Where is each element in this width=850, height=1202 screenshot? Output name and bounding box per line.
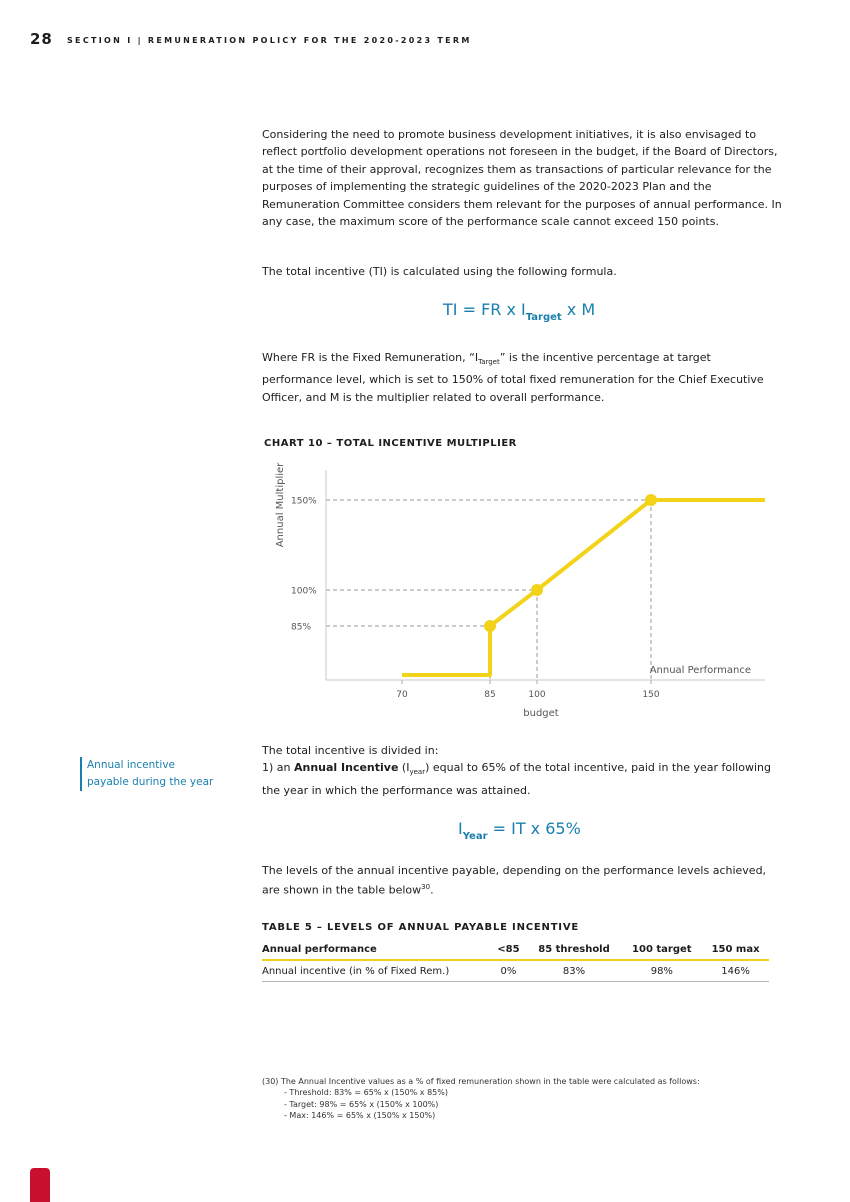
footnote (262, 1076, 700, 1121)
definitions-text-b: ” is the incentive percentage at target performance level, which is set to 150% of total fixed remuneration for the Chief Executive Officer, and M is the multiplier related to overall performance. (262, 351, 764, 404)
table-header: Annual performance (262, 941, 490, 960)
table-cell: 83% (527, 960, 622, 982)
table-row (262, 960, 769, 982)
x-tick-label: 70 (396, 690, 408, 700)
data-point (645, 494, 657, 506)
division-intro: The total incentive is divided in: (262, 744, 439, 757)
page-number: 28 (30, 30, 53, 48)
division-bold-term: Annual Incentive (294, 761, 399, 775)
x-axis-label: budget (523, 708, 559, 719)
y-tick-label: 85% (291, 622, 312, 633)
table-header: 150 max (702, 941, 769, 960)
definitions-subscript: Target (478, 358, 500, 366)
chart-ticks (291, 497, 660, 701)
y-axis-label: Annual Multiplier (275, 462, 286, 548)
paragraph-levels-intro (262, 862, 782, 899)
paragraph-incentive-division (262, 742, 782, 799)
x-tick-label: 85 (484, 690, 496, 700)
levels-table (262, 941, 769, 982)
formula-annual-lhs: I (458, 819, 463, 838)
chart-title: CHART 10 – TOTAL INCENTIVE MULTIPLIER (264, 438, 517, 449)
running-header: SECTION I | REMUNERATION POLICY FOR THE 2020-2023 TERM (67, 36, 472, 45)
data-point (531, 584, 543, 596)
sidebar-note: Annual incentive payable during the year (80, 757, 217, 791)
table-cell: 146% (702, 960, 769, 982)
formula-annual-rhs: = IT x 65% (487, 819, 581, 838)
paragraph-formula-definitions (262, 349, 782, 406)
data-point (484, 620, 496, 632)
paragraph-formula-intro: The total incentive (TI) is calculated using the following formula. (262, 265, 617, 278)
table-cell: Annual incentive (in % of Fixed Rem.) (262, 960, 490, 982)
footnote-line: - Threshold: 83% = 65% x (150% x 85%) (284, 1088, 448, 1098)
x-axis-name: Annual Performance (649, 665, 751, 676)
formula-total-incentive-rhs: x M (561, 300, 596, 319)
multiplier-series-line (402, 500, 765, 675)
definitions-text-a: Where FR is the Fixed Remuneration, “I (262, 351, 479, 364)
division-text-c: ) equal to 65% of the total incentive, paid in the year following the year in which the performance was attained. (262, 761, 771, 797)
formula-total-incentive-sub: Target (525, 312, 562, 323)
footnote-reference: 30 (421, 883, 431, 892)
division-text-b: (I (398, 761, 410, 775)
division-subscript: year (409, 768, 426, 777)
table-header-row (262, 941, 769, 960)
paragraph-portfolio-operations: Considering the need to promote business development initiatives, it is also envisaged to reflect portfolio development operations not foreseen in the budget, if the Board of Directors, at the time of their approval, recognizes them as transactions of particular relevance for the purposes of implementing the strategic guidelines of the 2020-2023 Plan and the Remuneration Committee considers them relevant for the purposes of annual performance. In any case, the maximum score of the performance scale cannot exceed 150 points. (262, 128, 782, 229)
levels-intro-text: The levels of the annual incentive payable, depending on the performance levels achieved, are shown in the table below (262, 864, 767, 898)
multiplier-chart (262, 455, 782, 735)
formula-total-incentive-lhs: TI = FR x I (443, 300, 526, 319)
table-cell: 0% (490, 960, 526, 982)
x-tick-label: 150 (642, 690, 660, 700)
y-tick-label: 150% (291, 496, 317, 507)
table-header: 85 threshold (527, 941, 622, 960)
formula-annual-incentive (458, 819, 581, 842)
table-title: TABLE 5 – LEVELS OF ANNUAL PAYABLE INCENTIVE (262, 922, 580, 933)
y-tick-label: 100% (291, 586, 317, 597)
table-header: <85 (490, 941, 526, 960)
footnote-line: - Max: 146% = 65% x (150% x 150%) (284, 1110, 436, 1120)
division-item-1 (262, 759, 782, 799)
table-header: 100 target (622, 941, 703, 960)
section-color-tab (30, 1168, 50, 1202)
formula-annual-sub: Year (462, 831, 488, 842)
levels-intro-end: . (430, 884, 434, 898)
formula-total-incentive (443, 300, 595, 323)
footnote-line: - Target: 98% = 65% x (150% x 100%) (284, 1099, 439, 1109)
footnote-line: (30) The Annual Incentive values as a % of fixed remuneration shown in the table were calculated as follows: (262, 1077, 700, 1086)
table-cell: 98% (622, 960, 703, 982)
x-tick-label: 100 (528, 690, 546, 700)
division-text-a: 1) an (262, 761, 294, 775)
